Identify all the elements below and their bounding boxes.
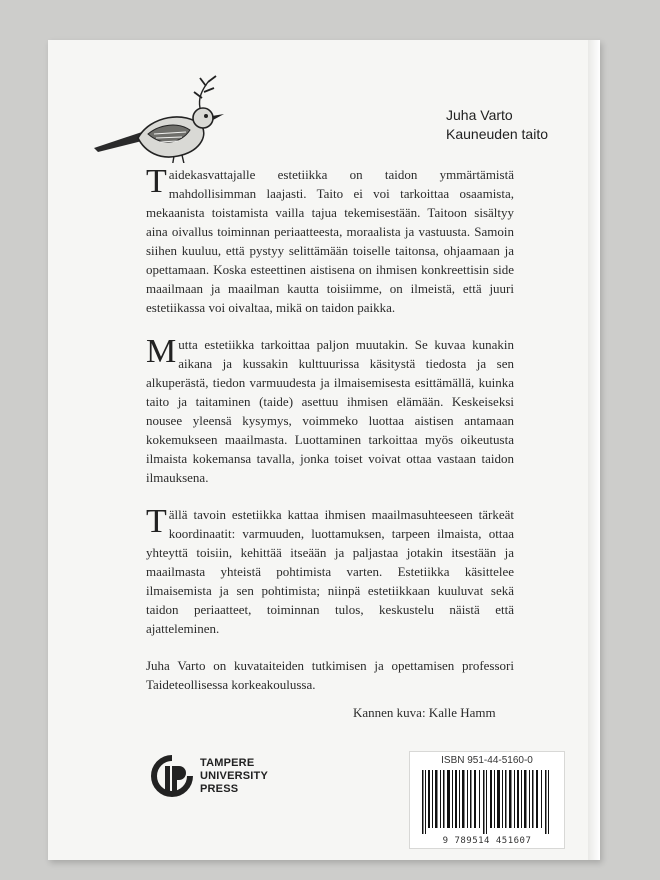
book-title: Kauneuden taito [446,126,548,142]
dropcap: M [146,333,177,370]
dropcap: T [146,163,167,200]
paragraph-text: Juha Varto on kuvataiteiden tutkimisen ja opettamisen professori Taideteollisessa korkeakoulussa. [146,658,514,692]
dropcap: T [146,503,167,540]
paragraph-text: ällä tavoin estetiikka kattaa ihmisen maailmasuhteeseen tärkeät koordinaatit: varmuuden, luottamuksen, tarpeen ilmaista, ottaa yhteyttä toisiin, kehittää itseään ja paljastaa jotakin itsestään ja maailmasta yhteistä pohtimista varten. Estetiikka käsittelee ilmaisemista ja sen pohtimista; niinpä estetiikkaan kuuluvat sekä taidon periaatteet, toiminnan tulos, keskustelu näistä että ajatteleminen. [146,507,514,636]
book-back-cover [48,40,600,860]
isbn-barcode [409,751,565,849]
publisher-name [200,757,268,796]
publisher-line: UNIVERSITY [200,769,269,782]
publisher-line: TAMPERE [200,756,255,769]
author-bio [146,656,514,694]
author-title-block [446,106,548,144]
paragraph-text: aidekasvattajalle estetiikka on taidon ymmärtämistä mahdollisimman laajasti. Taito ei voi tarkoittaa osaamista, mekaanista toistamista vailla tajua tekemisestään. Taitoon sisältyy aina oivallus toiminnan periaatteesta, moraalista ja vastuusta. Samoin siihen kuuluu, että pystyy selittämään toiselle taitonsa, ohjaamaan ja opettamaan. Koska esteettinen aistisena on ihmisen konkreettisin side maailmaan ja maailman kautta toisiimme, on ilmeistä, että juuri estetiikassa voi oivaltaa, mikä on taidon paikka. [146,167,514,315]
cover-credit: Kannen kuva: Kalle Hamm [353,705,496,720]
barcode-digits: 9 789514 451607 [442,836,532,846]
book-spine [588,40,600,860]
tup-logo-icon [150,754,194,798]
barcode-bars-icon [410,752,564,848]
author-name: Juha Varto [446,107,513,123]
blurb-paragraph-1 [146,165,514,317]
blurb-paragraph-3 [146,505,514,638]
isbn-label: ISBN 951-44-5160-0 [441,755,533,766]
publisher-block [150,754,268,798]
paragraph-text: utta estetiikka tarkoittaa paljon muutakin. Se kuvaa kunakin aikana ja kussakin kulttuurissa käsitystä tiedosta ja sen alkuperästä, tiedon varmuudesta ja ilmaisemisesta esittämällä, kuinka taito ja taitaminen (taide) asettuu ihmisen elämään. Keskeiseksi nousee yleensä kysymys, voimmeko luottaa aistisen antamaan kokemukseen maailmasta. Luottaminen tarkoittaa myös oikeutusta ilmaista kokemansa tavalla, jonka toiset voivat ottaa vastaan taidon ilmauksena. [146,337,514,485]
publisher-line: PRESS [200,782,239,795]
blurb-paragraph-2 [146,335,514,487]
blurb-text [146,165,514,712]
bird-illustration-icon [90,68,230,163]
